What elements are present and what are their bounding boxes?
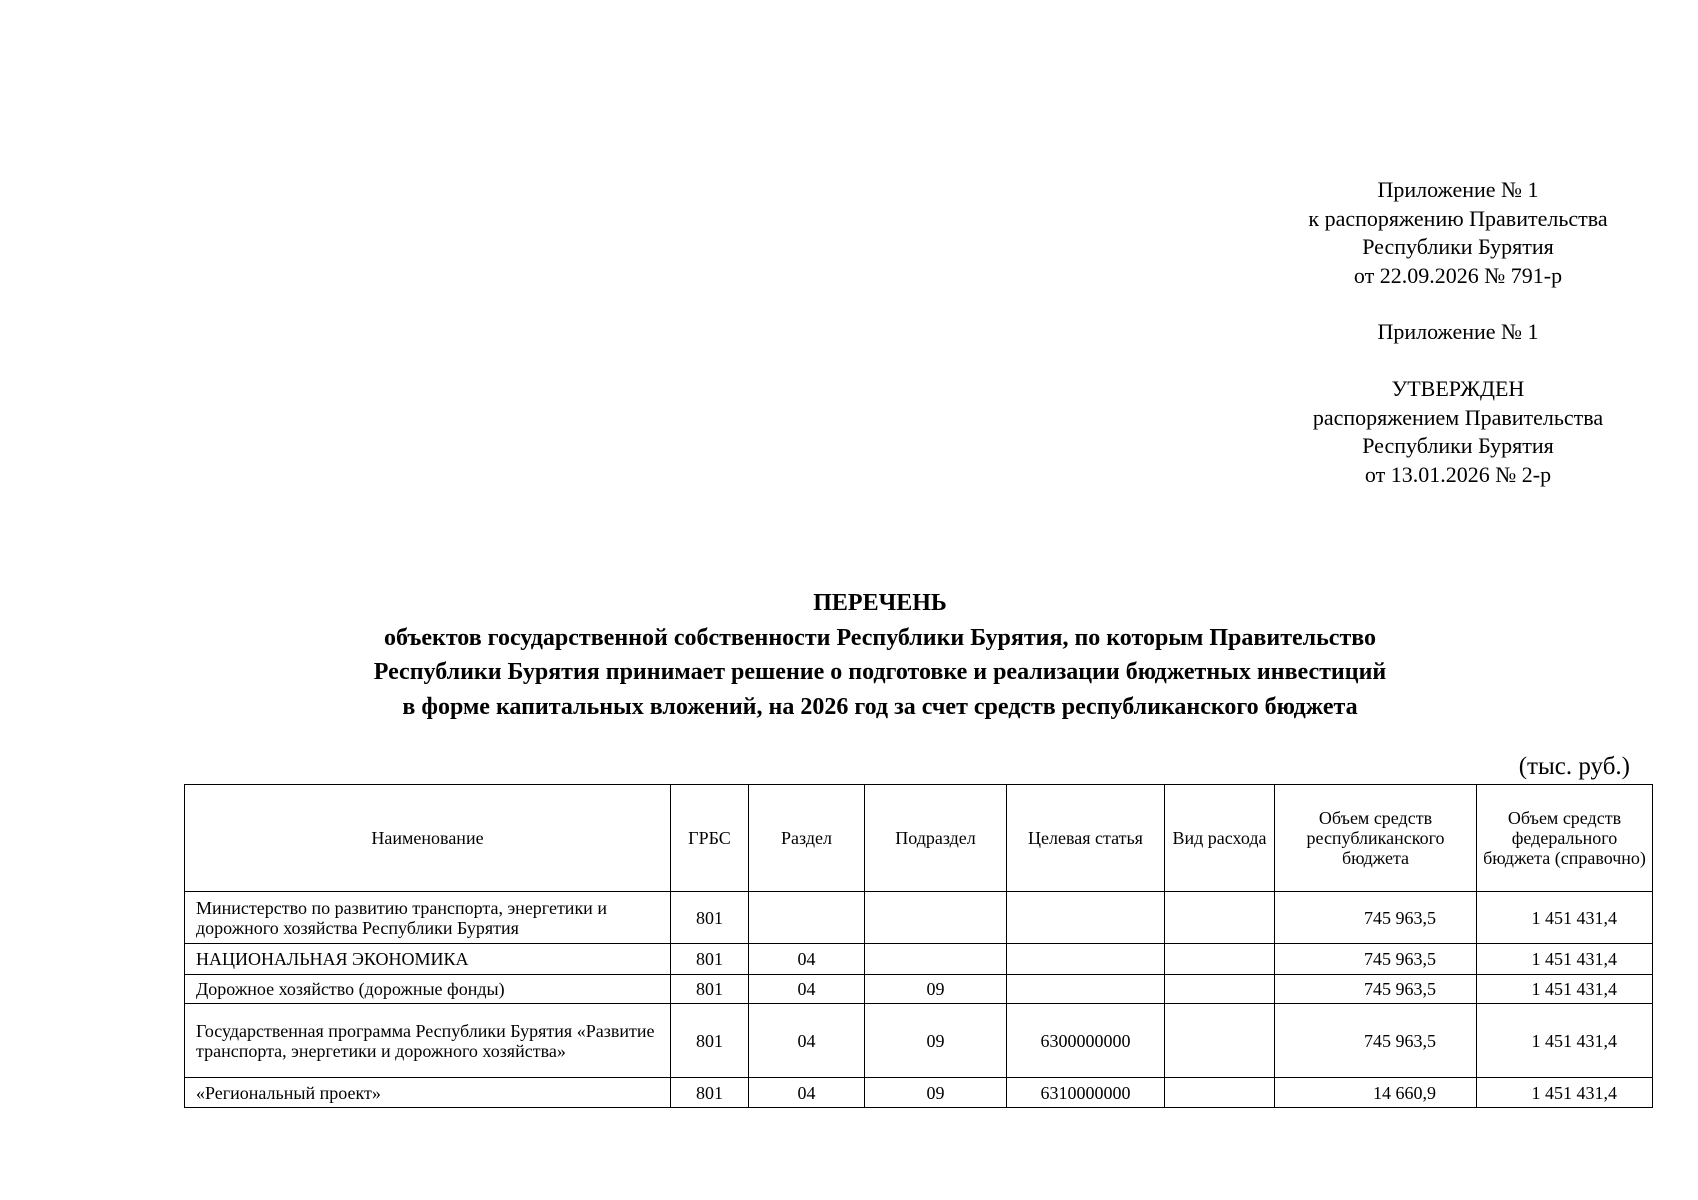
header-grbs: ГРБС bbox=[671, 785, 749, 892]
cell-section: 04 bbox=[749, 1078, 865, 1108]
header-name: Наименование bbox=[185, 785, 671, 892]
cell-subsection: 09 bbox=[865, 1004, 1007, 1078]
cell-exp-type bbox=[1165, 1004, 1275, 1078]
table-header-row bbox=[185, 785, 1653, 892]
appendix-line: Приложение № 1 bbox=[1377, 177, 1539, 202]
cell-name: Государственная программа Республики Бурятия «Развитие транспорта, энергетики и дорожного хозяйства» bbox=[185, 1004, 671, 1078]
cell-name: Дорожное хозяйство (дорожные фонды) bbox=[185, 975, 671, 1004]
cell-name: НАЦИОНАЛЬНАЯ ЭКОНОМИКА bbox=[185, 944, 671, 975]
table-row bbox=[185, 975, 1653, 1004]
appendix-line: Республики Бурятия bbox=[1362, 234, 1554, 260]
approval-line: распоряжением Правительства bbox=[1312, 404, 1604, 430]
approval-line: УТВЕРЖДЕН bbox=[1391, 375, 1525, 401]
cell-exp-type bbox=[1165, 1078, 1275, 1108]
cell-target: 6300000000 bbox=[1007, 1004, 1165, 1078]
cell-exp-type bbox=[1165, 975, 1275, 1004]
cell-subsection: 09 bbox=[865, 1078, 1007, 1108]
cell-section: 04 bbox=[749, 975, 865, 1004]
header-subsection: Подраздел bbox=[865, 785, 1007, 892]
cell-fed-budget: 1 451 431,4 bbox=[1477, 975, 1653, 1004]
appendix-block bbox=[1258, 176, 1658, 489]
table-row bbox=[185, 1078, 1653, 1108]
cell-exp-type bbox=[1165, 944, 1275, 975]
cell-section: 04 bbox=[749, 944, 865, 975]
cell-grbs: 801 bbox=[671, 1078, 749, 1108]
header-fed-budget: Объем средств федерального бюджета (справочно) bbox=[1477, 785, 1653, 892]
title-line: объектов государственной собственности Республики Бурятия, по которым Правительство bbox=[383, 624, 1377, 651]
cell-section bbox=[749, 892, 865, 944]
header-section: Раздел bbox=[749, 785, 865, 892]
cell-rep-budget: 745 963,5 bbox=[1275, 975, 1477, 1004]
spacer bbox=[1258, 347, 1658, 375]
cell-subsection bbox=[865, 892, 1007, 944]
cell-exp-type bbox=[1165, 892, 1275, 944]
cell-fed-budget: 1 451 431,4 bbox=[1477, 1004, 1653, 1078]
title-line: в форме капитальных вложений, на 2026 год за счет средств республиканского бюджета bbox=[402, 693, 1358, 720]
cell-name: «Региональный проект» bbox=[185, 1078, 671, 1108]
cell-grbs: 801 bbox=[671, 1004, 749, 1078]
cell-target bbox=[1007, 892, 1165, 944]
table-row bbox=[185, 1004, 1653, 1078]
title-line: Республики Бурятия принимает решение о подготовке и реализации бюджетных инвестиций bbox=[373, 659, 1387, 685]
appendix-line: к распоряжению Правительства bbox=[1308, 205, 1608, 231]
cell-fed-budget: 1 451 431,4 bbox=[1477, 892, 1653, 944]
cell-rep-budget: 14 660,9 bbox=[1275, 1078, 1477, 1108]
cell-rep-budget: 745 963,5 bbox=[1275, 892, 1477, 944]
appendix-line: Приложение № 1 bbox=[1377, 319, 1539, 345]
document-title bbox=[200, 586, 1560, 724]
table-row bbox=[185, 944, 1653, 975]
cell-fed-budget: 1 451 431,4 bbox=[1477, 1078, 1653, 1108]
cell-fed-budget: 1 451 431,4 bbox=[1477, 944, 1653, 975]
header-rep-budget: Объем средств республиканского бюджета bbox=[1275, 785, 1477, 892]
cell-name: Министерство по развитию транспорта, энергетики и дорожного хозяйства Республики Бурятия bbox=[185, 892, 671, 944]
cell-grbs: 801 bbox=[671, 892, 749, 944]
investment-table bbox=[184, 784, 1653, 1108]
cell-grbs: 801 bbox=[671, 975, 749, 1004]
cell-section: 04 bbox=[749, 1004, 865, 1078]
cell-grbs: 801 bbox=[671, 944, 749, 975]
cell-target: 6310000000 bbox=[1007, 1078, 1165, 1108]
units-label: (тыс. руб.) bbox=[1518, 753, 1630, 780]
approval-line: Республики Бурятия bbox=[1362, 433, 1554, 459]
title-heading: ПЕРЕЧЕНЬ bbox=[813, 590, 947, 616]
cell-rep-budget: 745 963,5 bbox=[1275, 1004, 1477, 1078]
cell-target bbox=[1007, 944, 1165, 975]
table-row bbox=[185, 892, 1653, 944]
cell-subsection bbox=[865, 944, 1007, 975]
cell-subsection: 09 bbox=[865, 975, 1007, 1004]
header-target: Целевая статья bbox=[1007, 785, 1165, 892]
cell-rep-budget: 745 963,5 bbox=[1275, 944, 1477, 975]
approval-line: от 13.01.2026 № 2-р bbox=[1364, 461, 1552, 487]
appendix-line: от 22.09.2026 № 791-р bbox=[1353, 262, 1563, 288]
cell-target bbox=[1007, 975, 1165, 1004]
header-exp-type: Вид расхода bbox=[1165, 785, 1275, 892]
spacer bbox=[1258, 290, 1658, 318]
